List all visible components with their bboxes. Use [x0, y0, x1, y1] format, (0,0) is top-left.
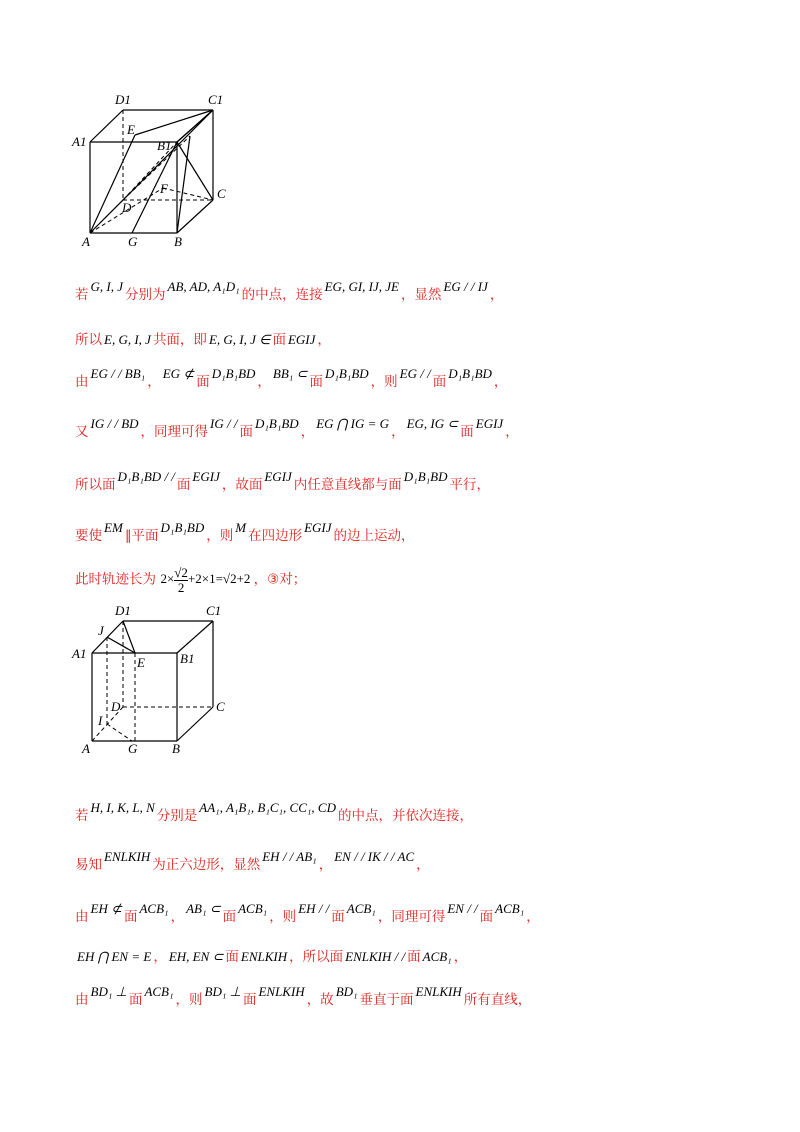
label-a1: A1 [72, 134, 87, 149]
math-run: ACB₁ [346, 901, 376, 916]
math-run: D₁B₁BD / / [117, 469, 175, 484]
text-run: 若 [75, 808, 89, 824]
label-g: G [128, 234, 138, 249]
math-run: EGIJ [192, 469, 220, 484]
text-run: ，则 [269, 909, 297, 925]
text-run: 又 [75, 424, 89, 440]
text-run: 面 [331, 909, 345, 925]
math-run: EM [104, 520, 123, 535]
text-run: 在四边形 [248, 528, 303, 544]
text-run: 的边上运动， [333, 528, 415, 544]
text-run: ，故 [306, 992, 334, 1008]
math-run: BD₁ [335, 984, 358, 999]
text-run: 面 [222, 909, 237, 925]
math-run: BD₁ ⊥ [204, 984, 241, 999]
math-run: M [235, 520, 247, 535]
text-line-3 [75, 366, 508, 390]
text-run: 由 [75, 909, 89, 925]
math-run: D₁B₁BD [403, 469, 448, 484]
label-d: D [122, 200, 132, 215]
cube-figure-2 [60, 603, 240, 758]
text-run: ， [391, 424, 405, 440]
cube-figure-1 [60, 90, 240, 250]
text-run: 若 [75, 287, 89, 303]
label-c1: C1 [208, 92, 224, 107]
label-b: B [174, 234, 182, 249]
text-run: ， [153, 949, 167, 965]
text-line-11 [75, 945, 467, 965]
text-run: 面 [128, 992, 143, 1008]
text-run: ，同理可得 [377, 909, 446, 925]
math-run: ACB₁ [144, 984, 174, 999]
label-a: A [82, 741, 90, 756]
label-a1: A1 [72, 646, 87, 661]
math-run: IG / / BD [90, 416, 139, 431]
text-run: 的中点，并依次连接， [337, 808, 473, 824]
math-run: EH, EN ⊂ [168, 949, 224, 964]
math-run: AA₁, A₁B₁, B₁C₁, CC₁, CD [199, 800, 336, 815]
text-run: 要使 [75, 528, 102, 544]
math-run: EGIJ [264, 469, 292, 484]
text-run: ， [526, 909, 540, 925]
text-run: ，则 [370, 374, 398, 390]
math-run: EG / / IJ [443, 279, 488, 294]
text-run: 垂直于面 [359, 992, 414, 1008]
text-run: ， [170, 909, 185, 925]
text-run: 易知 [75, 857, 102, 873]
math-run: EG, IG ⊂ [406, 416, 459, 431]
math-run: ACB₁ [422, 949, 452, 964]
text-run: 分别是 [156, 808, 198, 824]
text-run: ， [493, 374, 508, 390]
label-d1: D1 [115, 92, 131, 107]
text-run: 面 [272, 332, 286, 348]
math-run: EG ⋂ IG = G [316, 416, 390, 431]
math-run: EN / / [447, 901, 478, 916]
math-run: EH ⋂ EN = E [77, 949, 152, 964]
text-run: 面 [432, 374, 447, 390]
text-run: 面 [239, 424, 253, 440]
math-run: EG / / [399, 366, 431, 381]
text-run: ， [147, 374, 161, 390]
math-run: ENLKIH [415, 984, 462, 999]
math-run: ACB₁ [139, 901, 169, 916]
text-run: ∥平面 [124, 528, 159, 544]
text-run: 面 [123, 909, 138, 925]
label-j: J [98, 623, 104, 638]
text-line-7: 此时轨迹长为 2× $\frac{√2}{2}$ +2×1=√2+2 ，③对； [75, 565, 307, 595]
text-run: ，故面 [221, 477, 263, 493]
text-run: ， [489, 287, 504, 303]
text-run: ， [317, 332, 331, 348]
text-line-2 [75, 328, 331, 348]
math-run: ACB₁ [238, 901, 268, 916]
text-run: ，同理可得 [140, 424, 209, 440]
text-run: 所以 [75, 332, 102, 348]
math-run: ACB₁ [495, 901, 525, 916]
math-run: ENLKIH [258, 984, 305, 999]
math-run: AB, AD, A₁D₁ [167, 279, 240, 294]
text-line-6 [75, 520, 415, 544]
text-run: 由 [75, 374, 89, 390]
math-run: E, G, I, J [104, 332, 151, 347]
math-run: D₁B₁BD [448, 366, 492, 381]
label-e: E [137, 655, 145, 670]
formula-trajectory: 2× $\frac{√2}{2}$ +2×1=√2+2 [160, 565, 254, 595]
label-e: E [127, 122, 135, 137]
label-d1: D1 [115, 603, 131, 618]
label-c1: C1 [206, 603, 222, 618]
text-run: 面 [176, 477, 191, 493]
text-run: ， [505, 424, 519, 440]
math-run: EG ⊄ [162, 366, 195, 381]
text-line-9 [75, 849, 430, 873]
math-run: EG / / BB₁ [90, 366, 146, 381]
text-run: ， [257, 374, 271, 390]
text-run: ，则 [175, 992, 203, 1008]
text-run: ， [416, 857, 430, 873]
label-c: C [217, 186, 226, 201]
math-run: EH / / AB₁ [262, 849, 317, 864]
text-line-5 [75, 469, 490, 493]
text-run: 的中点，连接 [241, 287, 323, 303]
math-run: ENLKIH [240, 949, 288, 964]
math-run: EGIJ [287, 332, 316, 347]
label-g: G [128, 741, 138, 756]
math-run: D₁B₁BD [324, 366, 369, 381]
text-line-8 [75, 800, 473, 824]
text-line-12 [75, 984, 532, 1008]
math-run: D₁B₁BD [211, 366, 256, 381]
label-b1: B1 [180, 651, 195, 666]
text-run: 面 [479, 909, 494, 925]
text-run: 面 [242, 992, 257, 1008]
label-c: C [216, 699, 225, 714]
label-b: B [172, 741, 180, 756]
label-b1: B1 [157, 138, 172, 153]
text-line-1 [75, 279, 504, 303]
text-line-4 [75, 416, 519, 440]
text-run: 所以面 [75, 477, 116, 493]
math-run: EGIJ [475, 416, 504, 431]
math-run: AB₁ ⊂ [186, 901, 221, 916]
label-i: I [98, 713, 103, 728]
text-run: ， [300, 424, 315, 440]
text-run: 由 [75, 992, 89, 1008]
math-run: EH / / [298, 901, 330, 916]
text-run: 面 [309, 374, 323, 390]
text-run: ， [318, 857, 333, 873]
text-run: 平行， [449, 477, 490, 493]
label-a: A [82, 234, 90, 249]
math-run: EH ⊄ [90, 901, 122, 916]
text-run: 分别为 [125, 287, 166, 303]
math-run: EG, GI, IJ, JE [324, 279, 399, 294]
math-run: D₁B₁BD [254, 416, 299, 431]
text-run: 面 [196, 374, 210, 390]
math-run: ENLKIH / / [345, 949, 406, 964]
text-run: ，显然 [400, 287, 442, 303]
text-run: 面 [225, 949, 239, 965]
math-run: H, I, K, L, N [90, 800, 155, 815]
text-run: 共面，即 [152, 332, 207, 348]
math-run: EN / / IK / / AC [334, 849, 415, 864]
label-f: F [160, 181, 168, 196]
math-run: D₁B₁BD [160, 520, 205, 535]
math-run: G, I, J [90, 279, 123, 294]
math-run: ENLKIH [104, 849, 151, 864]
math-run: BB₁ ⊂ [272, 366, 308, 381]
math-run: BD₁ ⊥ [90, 984, 127, 999]
text-run: 内任意直线都与面 [293, 477, 402, 493]
text-run: 面 [460, 424, 474, 440]
text-run: 面 [407, 949, 421, 965]
text-run: ，所以面 [289, 949, 344, 965]
math-run: EGIJ [304, 520, 332, 535]
text-run: ， [453, 949, 468, 965]
text-run: 所有直线， [463, 992, 532, 1008]
math-run: E, G, I, J ∈ [208, 332, 271, 347]
text-run: ，则 [206, 528, 234, 544]
text-line-10 [75, 901, 540, 925]
text-run: 为正六边形，显然 [152, 857, 261, 873]
math-run: IG / / [210, 416, 238, 431]
label-d: D [111, 699, 121, 714]
